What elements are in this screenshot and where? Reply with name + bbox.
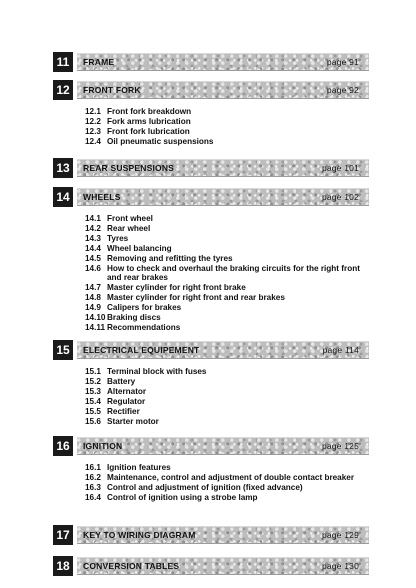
section-number: 14 (53, 187, 73, 207)
toc-section (53, 158, 369, 178)
subsection-number: 14.4 (85, 243, 101, 253)
subsection-title: Front wheel (107, 214, 153, 223)
section-number: 15 (53, 340, 73, 360)
section-number: 12 (53, 80, 73, 100)
subsection-number: 14.8 (85, 293, 101, 303)
subsection-item[interactable] (85, 377, 369, 387)
section-page: page 92 (326, 85, 359, 95)
section-page: page 102 (321, 192, 359, 202)
subsection-list (85, 367, 369, 426)
subsection-number: 12.2 (85, 116, 101, 126)
toc-section (53, 556, 369, 576)
section-band (77, 81, 369, 99)
section-title: FRAME (83, 57, 115, 67)
section-title: WHEELS (83, 192, 121, 202)
subsection-list (85, 107, 369, 147)
subsection-title: Master cylinder for right front brake (107, 283, 246, 293)
subsection-number: 16.4 (85, 492, 101, 502)
section-header[interactable] (53, 556, 369, 576)
section-band (77, 188, 369, 206)
subsection-item[interactable] (85, 264, 369, 284)
subsection-title: Battery (107, 376, 136, 386)
subsection-item[interactable] (85, 234, 369, 244)
subsection-number: 14.1 (85, 214, 101, 223)
section-header[interactable] (53, 52, 369, 72)
section-band (77, 526, 369, 544)
section-title: FRONT FORK (83, 85, 141, 95)
section-header[interactable] (53, 436, 369, 456)
toc-section (53, 525, 369, 545)
subsection-item[interactable] (85, 214, 369, 224)
subsection-item[interactable] (85, 224, 369, 234)
subsection-item[interactable] (85, 483, 369, 493)
subsection-title: Front fork breakdown (107, 107, 192, 116)
section-title: IGNITION (83, 441, 123, 451)
subsection-item[interactable] (85, 303, 369, 313)
subsection-title: Alternator (107, 386, 147, 396)
subsection-number: 15.1 (85, 367, 101, 376)
subsection-title: Terminal block with fuses (107, 367, 207, 376)
section-page: page 114 (322, 345, 359, 355)
subsection-item[interactable] (85, 283, 369, 293)
section-title: CONVERSION TABLES (83, 561, 180, 571)
section-title: REAR SUSPENSIONS (83, 163, 175, 173)
section-header[interactable] (53, 80, 369, 100)
subsection-number: 12.1 (85, 107, 101, 116)
toc-section (53, 187, 369, 333)
subsection-number: 15.5 (85, 406, 101, 416)
section-header[interactable] (53, 340, 369, 360)
section-number: 16 (53, 436, 73, 456)
subsection-title: How to check and overhaul the braking circuits for the right front and rear brakes (107, 263, 360, 283)
subsection-title: Wheel balancing (107, 243, 172, 253)
toc-section (53, 80, 369, 147)
section-page: page 129 (321, 530, 359, 540)
section-band (77, 557, 369, 575)
subsection-title: Braking discs (107, 313, 161, 323)
subsection-item[interactable] (85, 387, 369, 397)
toc-section (53, 436, 369, 503)
subsection-item[interactable] (85, 293, 369, 303)
subsection-item[interactable] (85, 397, 369, 407)
section-number: 11 (53, 52, 73, 72)
section-page: page 125 (321, 441, 359, 451)
subsection-title: Front fork lubrication (107, 126, 190, 136)
subsection-number: 15.4 (85, 396, 101, 406)
subsection-title: Ignition features (107, 463, 171, 472)
section-number: 13 (53, 158, 73, 178)
subsection-item[interactable] (85, 117, 369, 127)
subsection-number: 14.9 (85, 303, 101, 313)
subsection-list (85, 463, 369, 503)
section-band (77, 341, 369, 359)
subsection-title: Regulator (107, 396, 146, 406)
subsection-title: Removing and refitting the tyres (107, 253, 233, 263)
subsection-title: Control of ignition using a strobe lamp (107, 492, 258, 502)
subsection-number: 15.3 (85, 386, 101, 396)
subsection-title: Tyres (107, 233, 129, 243)
subsection-item[interactable] (85, 473, 369, 483)
subsection-number: 16.3 (85, 482, 101, 492)
subsection-item[interactable] (85, 323, 369, 333)
subsection-title: Master cylinder for right front and rear brakes (107, 293, 285, 303)
subsection-number: 14.11 (85, 322, 106, 332)
subsection-item[interactable] (85, 463, 369, 473)
subsection-title: Control and adjustment of ignition (fixed advance) (107, 482, 303, 492)
subsection-item[interactable] (85, 244, 369, 254)
toc-section (53, 340, 369, 426)
subsection-title: Calipers for brakes (107, 303, 182, 313)
subsection-title: Oil pneumatic suspensions (107, 136, 214, 146)
subsection-number: 15.6 (85, 416, 101, 426)
subsection-item[interactable] (85, 254, 369, 264)
subsection-list (85, 214, 369, 333)
section-band (77, 437, 369, 455)
subsection-title: Starter motor (107, 416, 159, 426)
subsection-title: Maintenance, control and adjustment of double contact breaker (107, 472, 355, 482)
subsection-item[interactable] (85, 493, 369, 503)
subsection-number: 14.6 (85, 263, 101, 273)
subsection-item[interactable] (85, 407, 369, 417)
subsection-number: 16.1 (85, 463, 101, 472)
section-page: page 101 (321, 163, 359, 173)
subsection-item[interactable] (85, 137, 369, 147)
subsection-item[interactable] (85, 417, 369, 427)
subsection-title: Recommendations (107, 322, 181, 332)
subsection-number: 14.2 (85, 223, 101, 233)
section-page: page 130 (321, 561, 359, 571)
subsection-number: 15.2 (85, 376, 101, 386)
section-number: 17 (53, 525, 73, 545)
section-title: KEY TO WIRING DIAGRAM (83, 530, 196, 540)
section-number: 18 (53, 556, 73, 576)
subsection-number: 12.4 (85, 136, 101, 146)
toc-section (53, 52, 369, 72)
subsection-item[interactable] (85, 367, 369, 377)
subsection-number: 14.3 (85, 233, 101, 243)
section-title: ELECTRICAL EQUIPEMENT (83, 345, 200, 355)
subsection-number: 14.5 (85, 253, 101, 263)
subsection-title: Fork arms lubrication (107, 116, 191, 126)
section-page: page 91 (326, 57, 359, 67)
subsection-number: 12.3 (85, 126, 101, 136)
subsection-item[interactable] (85, 313, 369, 323)
subsection-item[interactable] (85, 107, 369, 117)
section-band (77, 159, 369, 177)
subsection-number: 16.2 (85, 472, 101, 482)
subsection-title: Rectifier (107, 406, 140, 416)
subsection-number: 14.7 (85, 283, 101, 293)
section-header[interactable] (53, 158, 369, 178)
subsection-title: Rear wheel (107, 223, 151, 233)
subsection-item[interactable] (85, 127, 369, 137)
section-header[interactable] (53, 525, 369, 545)
subsection-number: 14.10 (85, 313, 106, 323)
section-band (77, 53, 369, 71)
section-header[interactable] (53, 187, 369, 207)
